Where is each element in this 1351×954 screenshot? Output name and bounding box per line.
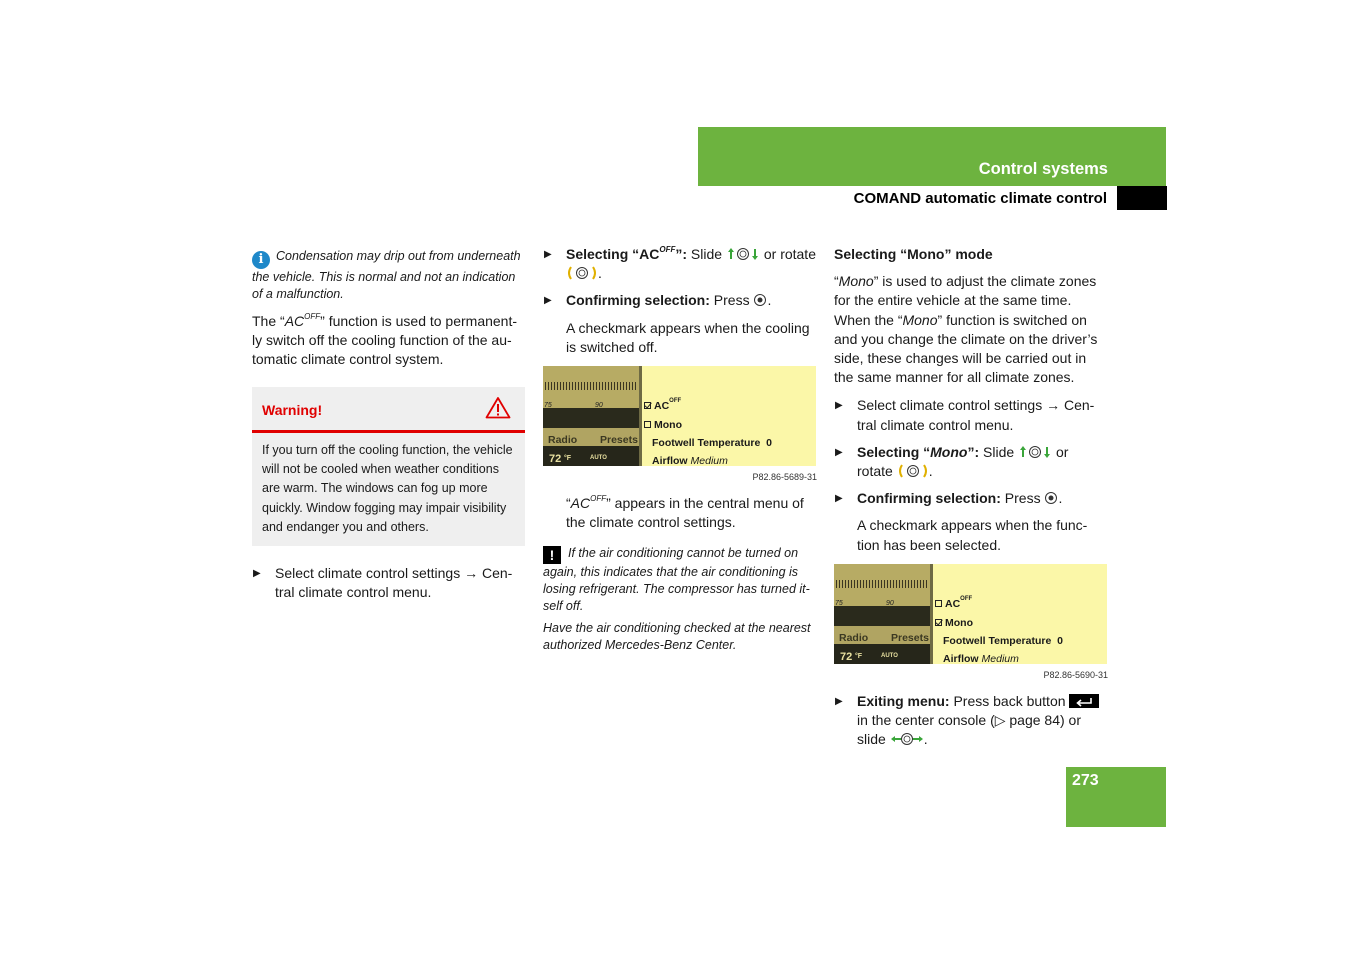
menu-item-mono: Mono — [935, 614, 973, 633]
step-select-ac-off: ▶ Selecting “$AC^{OFF}$”: Slide or rotate . — [544, 245, 816, 282]
menu-item-airflow: Airflow Medium — [652, 455, 728, 468]
info-icon: i — [252, 251, 270, 269]
page-number-box — [1066, 767, 1166, 827]
image-caption: P82.86-5689-31 — [752, 472, 817, 483]
step-select-settings: ▶ Select climate control settings → Cen-tral climate control menu. — [253, 564, 513, 600]
exclamation-icon: ! — [543, 546, 561, 564]
slide-up-down-icon — [726, 247, 760, 261]
caution-note: ! If the air conditioning cannot be turned on again, this indicates that the air conditioning is losing refrigerant. The compressor has turned it-self off. — [543, 545, 810, 613]
bullet-arrow-icon: ▶ — [544, 249, 552, 260]
step-confirm-selection: ▶ Confirming selection: Press . — [543, 291, 817, 310]
step-confirm-mono: ▶ Confirming selection: Press . — [834, 489, 1108, 508]
step-select-settings-mono: ▶ Select climate control settings → Cen-tral climate control menu. — [835, 397, 1095, 433]
confirm-result: A checkmark appears when the cooling is switched off. — [566, 319, 810, 355]
menu-item-footwell: Footwell Temperature 0 — [652, 437, 773, 450]
caution-note-2: Have the air conditioning checked at the nearest authorized Mercedes-Benz Center. — [543, 620, 811, 652]
rotate-icon — [566, 266, 598, 280]
warning-box — [252, 387, 525, 546]
climate-display-mono: 75 90 Radio Presets 72 °F AUTO $AC^{OFF}$ Mono Footwell Temperature 0 Airflow Medium — [834, 564, 1107, 664]
climate-display-ac: 75 90 Radio Presets 72 °F AUTO $AC^{OFF}$ Mono Footwell Temperature 0 Airflow Medium — [543, 366, 816, 466]
ac-off-description: The “$AC^{OFF}$” function is used to permanent-ly switch off the cooling function of the au-tomatic climate control system. — [252, 312, 518, 368]
checkbox-checked-icon — [935, 619, 942, 626]
menu-item-footwell: Footwell Temperature 0 — [943, 634, 1064, 647]
bullet-arrow-icon: ▶ — [835, 493, 843, 505]
mono-heading: Selecting “Mono” mode — [834, 246, 993, 262]
warning-header — [252, 387, 525, 433]
bullet-arrow-icon: ▶ — [835, 400, 843, 412]
warning-triangle-icon — [485, 396, 511, 419]
checkbox-empty-icon — [935, 600, 942, 607]
bullet-arrow-icon: ▶ — [835, 446, 843, 458]
image-caption: P82.86-5690-31 — [1043, 669, 1108, 680]
ac-off-appears-text: “$AC^{OFF}$” appears in the central menu of the climate control settings. — [566, 494, 804, 531]
confirm-result-mono: A checkmark appears when the func-tion has been selected. — [857, 517, 1088, 553]
back-button-icon — [1069, 694, 1099, 708]
step-exit-menu: ▶ Exiting menu: Press back button in the center console (▷ page 84) or slide . — [834, 692, 1108, 750]
mono-intro: “Mono” is used to adjust the climate zones for the entire vehicle at the same time. When the “Mono” function is switched on and you change the climate on the driver’s side, these changes will be carried out in the same manner for all climate zones. — [834, 273, 1098, 386]
rotate-icon — [897, 464, 929, 478]
press-controller-icon — [1044, 491, 1058, 505]
slide-left-right-icon — [890, 732, 924, 746]
menu-item-airflow: Airflow Medium — [943, 652, 1019, 665]
slide-up-down-icon — [1018, 445, 1052, 459]
section-title: Control systems — [978, 160, 1108, 178]
press-controller-icon — [753, 293, 767, 307]
checkbox-checked-icon — [644, 402, 651, 409]
step-select-mono: ▶ Selecting “Mono”: Slide or rotate . — [835, 443, 1069, 480]
info-note: i Condensation may drip out from underneath the vehicle. This is normal and not an indication of a malfunction. — [252, 249, 521, 301]
column-middle — [543, 245, 817, 663]
column-left — [252, 248, 525, 610]
header-band — [698, 127, 1166, 186]
column-right — [834, 245, 1108, 758]
bullet-arrow-icon: ▶ — [544, 295, 552, 307]
warning-title: Warning! — [262, 401, 323, 418]
bullet-arrow-icon: ▶ — [835, 696, 843, 708]
menu-item-ac-off: $AC^{OFF}$ — [644, 397, 681, 416]
page-number: 273 — [1072, 772, 1099, 789]
menu-item-ac-off: $AC^{OFF}$ — [935, 595, 972, 614]
bullet-arrow-icon: ▶ — [253, 567, 261, 579]
warning-text: If you turn off the cooling function, the vehicle will not be cooled when weather conditions are warm. The windows can fog up more quickly. Window fogging may impair visibility and endanger you and others. — [262, 442, 513, 535]
checkbox-empty-icon — [644, 421, 651, 428]
menu-item-mono: Mono — [644, 416, 682, 435]
header-tab-marker — [1117, 186, 1167, 210]
subsection-title: COMAND automatic climate control — [853, 190, 1107, 207]
